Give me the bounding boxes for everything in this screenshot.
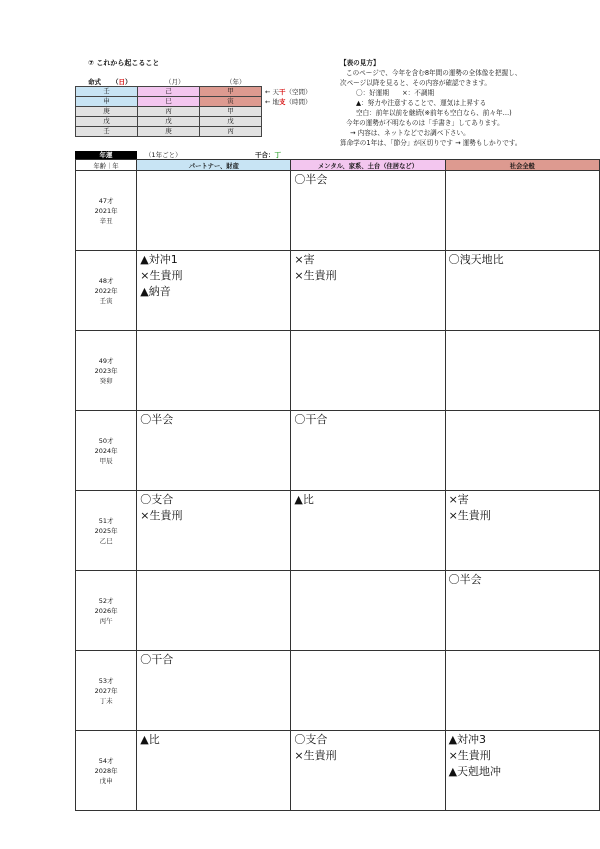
meishiki-cell: 戊	[200, 117, 262, 127]
age-label: 51才	[98, 516, 114, 525]
society-cell	[445, 171, 599, 251]
table-row	[76, 651, 600, 731]
age-year-cell	[76, 571, 137, 651]
meishiki-row-zokan	[76, 107, 262, 117]
fortune-entry: ×害	[294, 253, 315, 266]
fortune-entry: 〇半会	[140, 413, 174, 426]
meishiki-cell: 壬	[76, 87, 138, 97]
age-label: 52才	[98, 596, 114, 605]
kanshi-label: 癸卯	[99, 376, 113, 385]
chishi-note: ← 地支（時間）	[265, 98, 312, 106]
legend-line: 空白：前年以前を継続(※前年も空白なら、前々年…)	[356, 109, 512, 117]
meishiki-cell: 甲	[200, 107, 262, 117]
year-label: 2025年	[94, 526, 118, 535]
fortune-entry: ×生貴刑	[140, 509, 183, 522]
society-cell	[445, 411, 599, 491]
year-label: 2026年	[94, 606, 118, 615]
year-label: 2021年	[94, 206, 118, 215]
meishiki-label: 命式	[88, 78, 101, 86]
year-label: 2028年	[94, 766, 118, 775]
partner-wealth-cell	[137, 251, 291, 331]
page-title: ⑦ これから起こること	[88, 59, 160, 67]
meishiki-cell: 巳	[138, 97, 200, 107]
fortune-entry: ▲天剋地冲	[448, 765, 502, 778]
fortune-entry: 〇洩天地比	[448, 253, 504, 266]
table-row	[76, 331, 600, 411]
mental-family-cell	[291, 731, 445, 811]
nenun-header: 年運	[75, 151, 137, 159]
fortune-entry: ×生貴刑	[448, 749, 491, 762]
partner-wealth-header: パートナー、財産	[137, 160, 291, 171]
society-cell	[445, 571, 599, 651]
kanshi-label: 乙巳	[99, 536, 113, 545]
tenkan-note: ← 天干（空間）	[265, 88, 312, 96]
table-row	[76, 731, 600, 811]
mental-family-cell	[291, 491, 445, 571]
age-year-cell	[76, 411, 137, 491]
meishiki-row-zokan	[76, 117, 262, 127]
age-year-cell	[76, 731, 137, 811]
kanshi-label: 壬寅	[99, 296, 113, 305]
fortune-table	[75, 159, 600, 811]
kanshi-label: 辛丑	[99, 216, 113, 225]
age-year-cell	[76, 651, 137, 731]
meishiki-cell: 丙	[200, 127, 262, 137]
partner-wealth-cell	[137, 171, 291, 251]
fortune-entry: 〇支合	[294, 733, 328, 746]
society-cell	[445, 651, 599, 731]
legend-line: → 内容は、ネットなどでお調べ下さい。	[350, 129, 470, 137]
society-cell	[445, 731, 599, 811]
legend-line: 今年の運勢が不明なものは「手書き」してあります。	[346, 119, 504, 127]
society-cell	[445, 491, 599, 571]
society-cell	[445, 251, 599, 331]
fortune-entry: 〇半会	[448, 573, 482, 586]
legend	[340, 58, 590, 148]
fortune-entry: ▲対冲1	[140, 253, 178, 266]
meishiki-table	[75, 86, 262, 137]
fortune-entry: ▲比	[140, 733, 160, 746]
year-label: 2023年	[94, 366, 118, 375]
kanshi-label: 丙午	[99, 616, 113, 625]
age-label: 50才	[98, 436, 114, 445]
meishiki-cell: 申	[76, 97, 138, 107]
table-row	[76, 171, 600, 251]
meishiki-cell: 庚	[76, 107, 138, 117]
age-label: 49才	[98, 356, 114, 365]
legend-line: 〇：好運期 ×：不調期	[356, 89, 435, 97]
age-label: 47才	[98, 196, 114, 205]
table-row	[76, 491, 600, 571]
fortune-entry: ×生貴刑	[294, 269, 337, 282]
mental-family-header: メンタル、家系、土台（住居など）	[291, 160, 445, 171]
meishiki-cell: 壬	[76, 127, 138, 137]
table-row	[76, 411, 600, 491]
kanshi-label: 戊申	[99, 776, 113, 785]
mental-family-cell	[291, 251, 445, 331]
mental-family-cell	[291, 571, 445, 651]
legend-line: このページで、今年を含む8年間の運勢の全体像を把握し、	[346, 69, 522, 77]
fortune-entry: ▲比	[294, 493, 314, 506]
meishiki-row-zokan	[76, 127, 262, 137]
kango-label: 干合：丁	[255, 151, 281, 159]
fortune-entry: ×生貴刑	[140, 269, 183, 282]
legend-line: 次ページ以降を見ると、その内容が確認できます。	[340, 79, 491, 87]
legend-line: 算命学の1年は、「節分」が区切りです → 運勢もしかりです。	[340, 139, 522, 147]
age-year-cell	[76, 251, 137, 331]
fortune-entry: 〇干合	[294, 413, 328, 426]
age-label: 53才	[98, 676, 114, 685]
kanshi-label: 甲辰	[99, 456, 113, 465]
meishiki-day-heading: （日）	[112, 78, 132, 86]
age-label: 54才	[98, 756, 114, 765]
per-year-label: （1年ごと）	[145, 151, 182, 159]
mental-family-cell	[291, 331, 445, 411]
age-year-cell	[76, 491, 137, 571]
age-year-header: 年齢｜年	[76, 160, 137, 171]
partner-wealth-cell	[137, 651, 291, 731]
fortune-entry: ×生貴刑	[294, 749, 337, 762]
year-label: 2024年	[94, 446, 118, 455]
table-row	[76, 251, 600, 331]
meishiki-cell: 甲	[200, 87, 262, 97]
table-row	[76, 571, 600, 651]
fortune-entry: 〇半会	[294, 173, 328, 186]
partner-wealth-cell	[137, 571, 291, 651]
meishiki-row-tenkan	[76, 87, 262, 97]
partner-wealth-cell	[137, 731, 291, 811]
meishiki-cell: 寅	[200, 97, 262, 107]
age-label: 48才	[98, 276, 114, 285]
legend-line: ▲：努力や注意することで、運気は上昇する	[356, 99, 487, 107]
meishiki-cell: 戊	[138, 117, 200, 127]
meishiki-cell: 庚	[138, 127, 200, 137]
partner-wealth-cell	[137, 491, 291, 571]
kanshi-label: 丁未	[99, 696, 113, 705]
age-year-cell	[76, 331, 137, 411]
meishiki-cell: 丙	[138, 107, 200, 117]
table-header-row	[76, 160, 600, 171]
age-year-cell	[76, 171, 137, 251]
mental-family-cell	[291, 171, 445, 251]
fortune-entry: ×生貴刑	[448, 509, 491, 522]
meishiki-cell: 戊	[76, 117, 138, 127]
mental-family-cell	[291, 651, 445, 731]
year-label: 2027年	[94, 686, 118, 695]
meishiki-month-heading: （月）	[165, 78, 185, 86]
fortune-rows	[76, 171, 600, 811]
legend-title: 【表の見方】	[340, 59, 380, 67]
partner-wealth-cell	[137, 331, 291, 411]
fortune-entry: ▲対冲3	[448, 733, 487, 746]
meishiki-cell: 己	[138, 87, 200, 97]
society-cell	[445, 331, 599, 411]
meishiki-year-heading: （年）	[226, 78, 246, 86]
year-label: 2022年	[94, 286, 118, 295]
mental-family-cell	[291, 411, 445, 491]
meishiki-row-chishi	[76, 97, 262, 107]
fortune-entry: 〇支合	[140, 493, 174, 506]
society-header: 社会全般	[445, 160, 599, 171]
fortune-entry: 〇干合	[140, 653, 174, 666]
fortune-entry: ×害	[448, 493, 469, 506]
partner-wealth-cell	[137, 411, 291, 491]
fortune-entry: ▲納音	[140, 285, 171, 298]
